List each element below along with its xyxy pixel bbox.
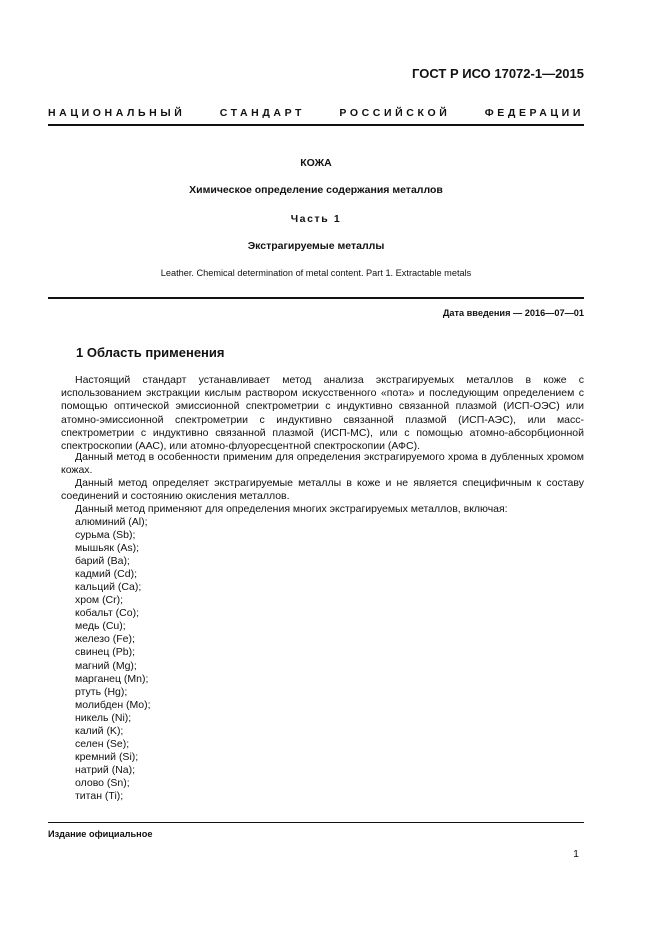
list-item: титан (Ti); — [75, 789, 124, 802]
heading-word: РОССИЙСКОЙ — [339, 107, 451, 119]
document-subtitle: Химическое определение содержания металлов — [189, 184, 443, 196]
english-title: Leather. Chemical determination of metal content. Part 1. Extractable metals — [160, 268, 472, 278]
paragraph: Данный метод применяют для определения многих экстрагируемых металлов, включая: — [75, 503, 508, 515]
section-heading: 1 Область применения — [76, 345, 225, 360]
heading-word: СТАНДАРТ — [219, 107, 306, 119]
list-item: свинец (Pb); — [75, 646, 136, 659]
list-item: сурьма (Sb); — [75, 529, 136, 542]
list-item: кобальт (Co); — [75, 607, 139, 620]
heading-word: НАЦИОНАЛЬНЫЙ — [48, 107, 186, 119]
metals-list — [75, 516, 151, 803]
list-item: никель (Ni); — [75, 711, 132, 724]
edition-note: Издание официальное — [48, 829, 153, 839]
list-item: мышьяк (As); — [75, 542, 140, 555]
list-item: олово (Sn); — [75, 776, 130, 789]
national-standard-heading — [48, 107, 584, 119]
list-item: ртуть (Hg); — [75, 685, 128, 698]
paragraph: Настоящий стандарт устанавливает метод анализа экстрагируемых металлов в коже с использованием экстракции кислым раствором искусственного «пота» и последующим определением с помощью оптической эмиссионной спектрометрии с индуктивно связанной плазмой (ИСП-ОЭС) или атомно-эмиссионной спектрометрии с индуктивно связанной плазмой (ИСП-АЭС), или масс-спектрометрии с индуктивно связанной плазмой (ИСП-МС), или с помощью атомно-абсорбционной спектроскопии (ААС), или атомно-флуоресцентной спектроскопии (АФС). — [61, 374, 584, 453]
list-item: железо (Fe); — [75, 633, 135, 646]
paragraph: Данный метод в особенности применим для определения экстрагируемого хрома в дубленных хромом кожах. — [61, 451, 584, 477]
list-item: кремний (Si); — [75, 750, 139, 763]
list-item: натрий (Na); — [75, 763, 136, 776]
list-item: алюминий (Al); — [75, 516, 148, 528]
list-item: магний (Mg); — [75, 659, 137, 672]
document-code: ГОСТ Р ИСО 17072-1—2015 — [412, 66, 584, 81]
list-item: кальций (Ca); — [75, 581, 142, 594]
list-item: молибден (Mo); — [75, 698, 151, 711]
paragraph: Данный метод определяет экстрагируемые металлы в коже и не является специфичным к составу соединений и состоянию окисления металлов. — [61, 477, 584, 503]
document-title: КОЖА — [300, 157, 332, 169]
part-title: Экстрагируемые металлы — [247, 240, 385, 252]
footer-divider — [48, 822, 584, 823]
introduction-date: Дата введения — 2016—07—01 — [442, 308, 584, 318]
title-divider — [48, 297, 584, 299]
heading-word: ФЕДЕРАЦИИ — [484, 107, 584, 119]
page-number: 1 — [573, 848, 579, 860]
list-item: хром (Cr); — [75, 594, 124, 607]
list-item: марганец (Mn); — [75, 672, 149, 685]
part-label: Часть 1 — [290, 213, 342, 225]
list-item: барий (Ba); — [75, 555, 130, 568]
list-item: кадмий (Cd); — [75, 568, 137, 581]
list-item: селен (Se); — [75, 737, 130, 750]
list-item: калий (K); — [75, 724, 124, 737]
top-divider — [48, 124, 584, 126]
list-item: медь (Cu); — [75, 620, 126, 633]
